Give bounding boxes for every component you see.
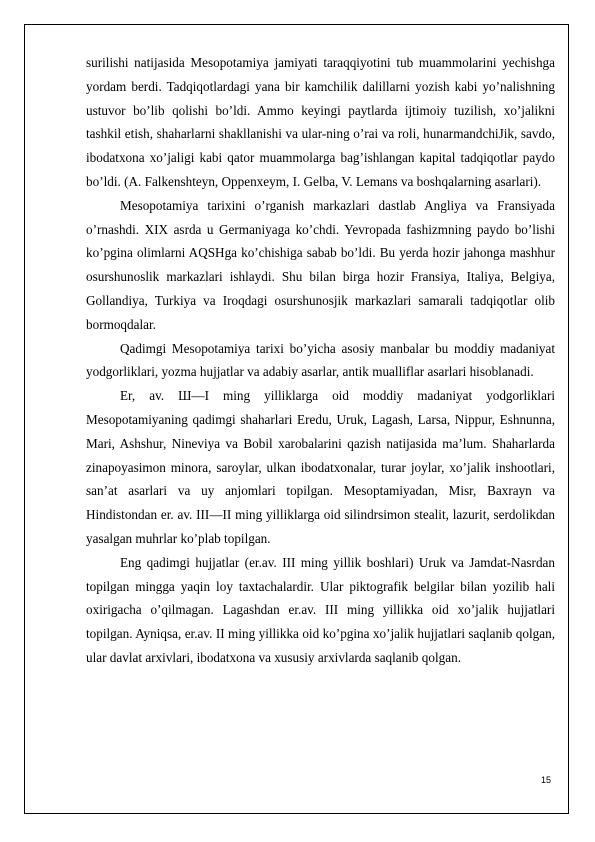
- paragraph-continuation: surilishi natijasida Mesopotamiya jamiyati taraqqiyotini tub muammolarini yechishga yordam berdi. Tadqiqotlardagi yana bir kamchilik dalillarni yozish kabi yo’nalishning ustuvor bo’lib qolishi bo’ldi. Ammo keyingi paytlarda ijtimoiy tuzilish, xo’jalikni tashkil etish, shaharlarni shakllanishi va ular-ning o’rai va roli, hunarmandchiJik, savdo, ibodatxona xo’jaligi kabi qator muammolarga bag’ishlangan kapital tadqiqotlar paydo bo’ldi. (A. Falkenshteyn, Oppenxeym, I. Gelba, V. Lemans va boshqalarning asarlari).: [86, 55, 555, 189]
- page-number: 15: [540, 775, 551, 785]
- document-body: [86, 51, 555, 670]
- paragraph-earliest-documents: Eng qadimgi hujjatlar (er.av. III ming yillik boshlari) Uruk va Jamdat-Nasrdan topilgan mingga yaqin loy taxtachalardir. Ular piktografik belgilar bilan yozilib hali oxirigacha o’qilmagan. Lagashdan er.av. III ming yillikka oid xo’jalik hujjatlari topilgan. Ayniqsa, er.av. II ming yillikka oid ko’pgina xo’jalik hujjatlari saqlanib qolgan, ular davlat arxivlari, ibodatxona va xususiy arxivlarda saqlanib qolgan.: [86, 554, 555, 665]
- paragraph-research-centers: Mesopotamiya tarixini o’rganish markazlari dastlab Angliya va Fransiyada o’rnashdi. XIX asrda u Germaniyaga ko’chdi. Yevropada fashizmning paydo bo’lishi ko’pgina olimlarni AQSHga ko’chishiga sabab bo’ldi. Bu yerda hozir jahonga mashhur osurshunoslik markazlari ishlaydi. Shu bilan birga hozir Fransiya, Italiya, Belgiya, Gollandiya, Turkiya va Iroqdagi osurshunosjik markazlari samarali tadqiqotlar olib bormoqdalar.: [86, 197, 555, 332]
- paragraph-sources: Qadimgi Mesopotamiya tarixi bo’yicha asosiy manbalar bu moddiy madaniyat yodgorliklari, yozma hujjatlar va adabiy asarlar, antik mualliflar asarlari hisoblanadi.: [86, 340, 555, 380]
- paragraph-material-monuments: Er, av. Ш—I ming yilliklarga oid moddiy madaniyat yodgorliklari Mesopotamiyaning qadimgi shaharlari Eredu, Uruk, Lagash, Larsa, Nippur, Eshnunna, Mari, Ashshur, Nineviya va Bobil xarobalarini qazish natijasida ma’lum. Shaharlarda zinapoyasimon minora, saroylar, ulkan ibodatxonalar, turar joylar, xo’jalik inshootlari, san’at asarlari va uy anjomlari topilgan. Mesoptamiyadan, Misr, Baxrayn va Hindistondan er. av. III—II ming yilliklarga oid silindrsimon stealit, lazurit, serdolikdan yasalgan muhrlar ko’plab topilgan.: [86, 388, 555, 546]
